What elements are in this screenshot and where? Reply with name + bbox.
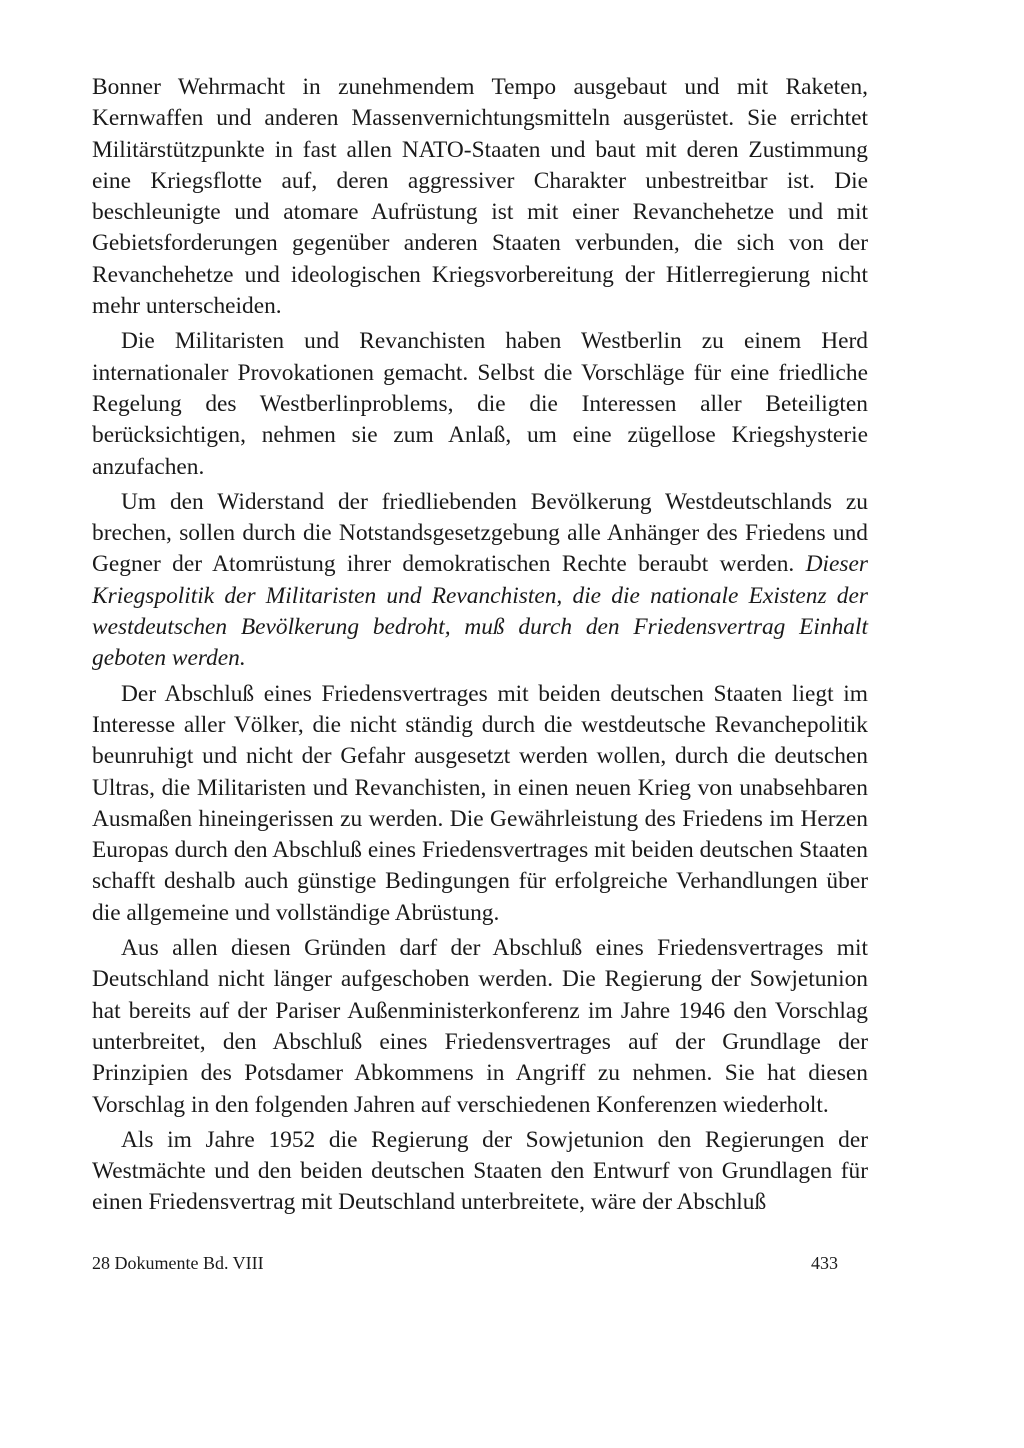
- paragraph-1: Bonner Wehrmacht in zunehmendem Tempo ausgebaut und mit Raketen, Kernwaffen und anderen Massenvernichtungsmitteln ausgerüstet. Sie errichtet Militärstützpunkte in fast allen NATO-Staaten und baut mit deren Zustimmung eine Kriegsflotte auf, deren aggressiver Charakter unbestreitbar ist. Die beschleunigte und atomare Aufrüstung ist mit einer Revanchehetze und mit Gebietsforderungen gegenüber anderen Staaten verbunden, die sich von der Revanchehetze und ideologischen Kriegsvorbereitung der Hitlerregierung nicht mehr unterscheiden.: [92, 74, 868, 320]
- page-number: 433: [811, 1253, 838, 1273]
- paragraph-3: [92, 487, 868, 675]
- page-footer: [92, 1253, 868, 1283]
- footer-signature: 28 Dokumente Bd. VIII: [92, 1253, 264, 1273]
- paragraph-6: Als im Jahre 1952 die Regierung der Sowjetunion den Regierungen der Westmächte und den beiden deutschen Staaten den Entwurf von Grundlagen für einen Friedensvertrag mit Deutschland unterbreitete, wäre der Abschluß: [92, 1126, 868, 1216]
- paragraph-3-emphasis: Dieser Kriegspolitik der Militaristen und Revanchisten, die die nationale Existenz der westdeutschen Bevölkerung bedroht, muß durch den Friedensvertrag Einhalt geboten werden.: [92, 551, 868, 672]
- paragraph-5: Aus allen diesen Gründen darf der Abschluß eines Friedensvertrages mit Deutschland nicht länger aufgeschoben werden. Die Regierung der Sowjetunion hat bereits auf der Pariser Außenministerkonferenz im Jahre 1946 den Vorschlag unterbreitet, den Abschluß eines Friedensvertrages auf der Grundlage der Prinzipien des Potsdamer Abkommens in Angriff zu nehmen. Sie hat diesen Vorschlag in den folgenden Jahren auf verschiedenen Konferenzen wiederholt.: [92, 935, 868, 1118]
- body-text: [92, 72, 868, 1219]
- paragraph-3-text: Um den Widerstand der friedliebenden Bevölkerung Westdeutschlands zu brechen, sollen durch die Notstandsgesetzgebung alle Anhänger des Friedens und Gegner der Atomrüstung ihrer demokratischen Rechte beraubt werden.: [92, 488, 868, 578]
- paragraph-4: Der Abschluß eines Friedensvertrages mit beiden deutschen Staaten liegt im Interesse aller Völker, die nicht ständig durch die westdeutsche Revanchepolitik beunruhigt und nicht der Gefahr ausgesetzt werden wollen, durch die deutschen Ultras, die Militaristen und Revanchisten, in einen neuen Krieg von unabsehbaren Ausmaßen hineingerissen zu werden. Die Gewährleistung des Friedens im Herzen Europas durch den Abschluß eines Friedensvertrages mit beiden deutschen Staaten schafft deshalb auch günstige Bedingungen für erfolgreiche Verhandlungen über die allgemeine und vollständige Abrüstung.: [92, 680, 868, 926]
- paragraph-2: Die Militaristen und Revanchisten haben Westberlin zu einem Herd internationaler Provokationen gemacht. Selbst die Vorschläge für eine friedliche Regelung des Westberlinproblems, die die Interessen aller Beteiligten berücksichtigen, nehmen sie zum Anlaß, um eine zügellose Kriegshysterie anzufachen.: [92, 328, 868, 480]
